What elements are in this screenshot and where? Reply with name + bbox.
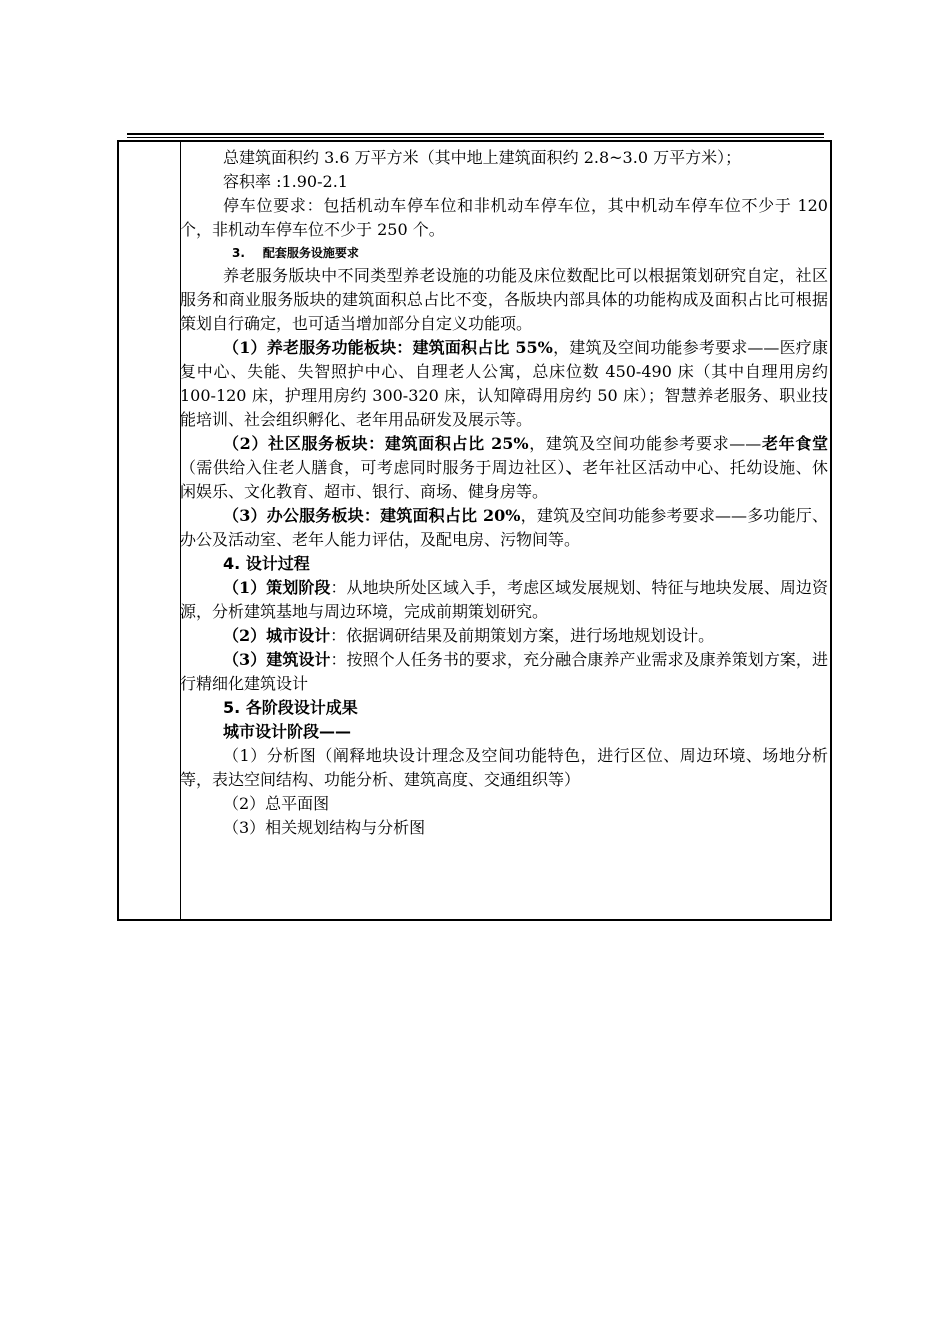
section-5-heading: 5. 各阶段设计成果 <box>223 698 358 717</box>
step-urban-text: ：依据调研结果及前期策划方案，进行场地规划设计。 <box>330 626 715 645</box>
item-community-service <box>180 432 828 504</box>
header-rule-thick <box>127 133 824 135</box>
section-3-heading <box>180 242 828 264</box>
item-community-text-2: （需供给入住老人膳食，可考虑同时服务于周边社区） <box>180 458 566 477</box>
step-urban-design <box>180 624 828 648</box>
item-office-service <box>180 504 828 552</box>
step-planning-text: ：从地块所处区域入手，考虑区域发展规划、特征与地块发展、周边资源，分析建筑基地与周边环境，完成前期策划研究。 <box>180 578 828 621</box>
deliverable-structure: （3）相关规划结构与分析图 <box>223 818 426 837</box>
item-community-canteen: 老年食堂 <box>761 434 828 453</box>
step-planning-bold: （1）策划阶段 <box>223 578 331 597</box>
item-office-text: ，建筑及空间功能参考要求——多功能厅、办公及活动室、老年人能力评估，及配电房、污物间等。 <box>180 506 828 549</box>
step-planning <box>180 576 828 624</box>
section-4-heading: 4. 设计过程 <box>223 554 310 573</box>
paragraph-parking: 停车位要求：包括机动车停车位和非机动车停车位，其中机动车停车位不少于 120 个，非机动车停车位不少于 250 个。 <box>180 196 828 239</box>
header-rule-thin <box>127 137 824 138</box>
step-architecture-bold: （3）建筑设计 <box>223 650 331 669</box>
step-urban-bold: （2）城市设计 <box>223 626 331 645</box>
paragraph-total-area: 总建筑面积约 3.6 万平方米（其中地上建筑面积约 2.8~3.0 万平方米）； <box>223 148 742 167</box>
section-3-title: 配套服务设施要求 <box>262 246 359 260</box>
item-community-bold: （2）社区服务板块：建筑面积占比 25% <box>223 434 529 453</box>
section-3-number: 3. <box>232 246 245 260</box>
paragraph-plot-ratio: 容积率 :1.90-2.1 <box>223 172 348 191</box>
table-content-cell <box>180 146 828 840</box>
item-elderly-care-bold: （1）养老服务功能板块：建筑面积占比 55% <box>223 338 553 357</box>
section-5-subheading: 城市设计阶段—— <box>223 722 352 741</box>
paragraph-services-intro: 养老服务版块中不同类型养老设施的功能及床位数配比可以根据策划研究自定，社区服务和商业服务版块的建筑面积总占比不变，各版块内部具体的功能构成及面积占比可根据策划自行确定，也可适当增加部分自定义功能项。 <box>180 266 828 333</box>
item-elderly-care-text: ，建筑及空间功能参考要求——医疗康复中心、失能、失智照护中心、自理老人公寓，总床位数 450-490 床（其中自理用房约 100-120 床，护理用房约 300-320 床，认知障碍用房约 50 床）；智慧养老服务、职业技能培训、社会组织孵化、老年用品研发及展示等。 <box>180 338 828 429</box>
item-office-bold: （3）办公服务板块：建筑面积占比 20% <box>223 506 521 525</box>
item-community-sep: 、 <box>565 458 583 477</box>
step-architecture-text: ：按照个人任务书的要求，充分融合康养产业需求及康养策划方案，进行精细化建筑设计 <box>180 650 828 693</box>
step-architecture <box>180 648 828 696</box>
item-community-text-3: 老年社区活动中心、托幼设施、休闲娱乐、文化教育、超市、银行、商场、健身房等。 <box>180 458 828 501</box>
deliverable-analysis: （1）分析图（阐释地块设计理念及空间功能特色，进行区位、周边环境、场地分析等，表达空间结构、功能分析、建筑高度、交通组织等） <box>180 746 828 789</box>
deliverable-site-plan: （2）总平面图 <box>223 794 330 813</box>
item-elderly-care <box>180 336 828 432</box>
item-community-text-1: ，建筑及空间功能参考要求—— <box>528 434 762 453</box>
